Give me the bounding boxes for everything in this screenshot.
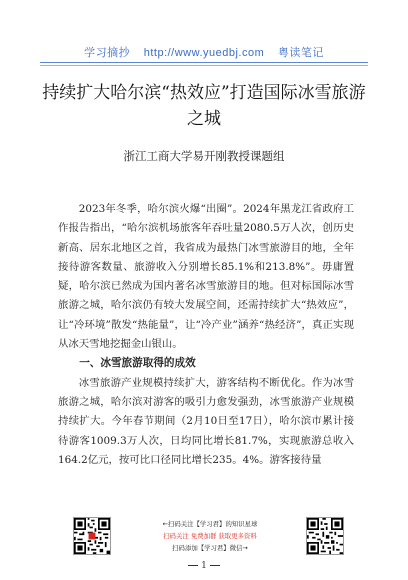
article-author: 浙江工商大学易开刚教授课题组 (123, 149, 285, 163)
page-number (0, 561, 408, 571)
section-heading: 一、冰雪旅游取得的成效 (79, 357, 196, 370)
qr-code-left-graphic (74, 518, 110, 554)
article-title: 持续扩大哈尔滨“热效应”打造国际冰雪旅游之城 (42, 83, 366, 129)
header-rule (40, 62, 368, 63)
qr-code-icon[interactable] (306, 517, 344, 555)
header-url[interactable]: http://www.yuedbj.com (143, 47, 265, 59)
promo-line-1: ←扫码关注【学习君】的知识星球 (162, 520, 258, 528)
article-body (58, 200, 354, 470)
promo-line-3: 扫码添加【学习君】微信→ (172, 544, 248, 552)
page-number-value: 1 (201, 561, 207, 571)
page-footer (0, 515, 408, 580)
qr-code-icon[interactable] (73, 517, 111, 555)
header-right-text: 粤读笔记 (277, 47, 324, 59)
qr-code-right-graphic (307, 518, 343, 554)
page-header (0, 44, 408, 60)
promo-line-2: 扫码关注 免费加群 获取更多资料 (163, 532, 257, 540)
header-left-text: 学习摘抄 (84, 47, 131, 59)
paragraph-intro: 2023年冬季，哈尔滨火爆“出圈”。2024年黑龙江省政府工作报告指出，“哈尔滨机场旅客年吞吐量2080.5万人次，创历史新高、居东北地区之首，我省成为最热门冰雪旅游目的地，全年接待游客数量、旅游收入分别增长85.1%和213.8%”。毋庸置疑，哈尔滨已然成为国内著名冰雪旅游目的地。但对标国际冰雪旅游之城，哈尔滨仍有较大发展空间，还需持续扩大“热效应”，让“冷环境”散发“热能量”，让“冷产业”涵养“热经济”，真正实现从冰天雪地挖掘金山银山。 (58, 203, 354, 351)
paragraph-section1: 冰雪旅游产业规模持续扩大，游客结构不断优化。作为冰雪旅游之城，哈尔滨对游客的吸引力愈发强劲，冰雪旅游产业规模持续扩大。今年春节期间（2月10日至17日），哈尔滨市累计接待游客1009.3万人次，日均同比增长81.7%，实现旅游总收入164.2亿元，按可比口径同比增长235。4%。游客接待量 (58, 376, 354, 466)
promo-text (130, 518, 290, 554)
header-rule-thin (40, 65, 368, 66)
